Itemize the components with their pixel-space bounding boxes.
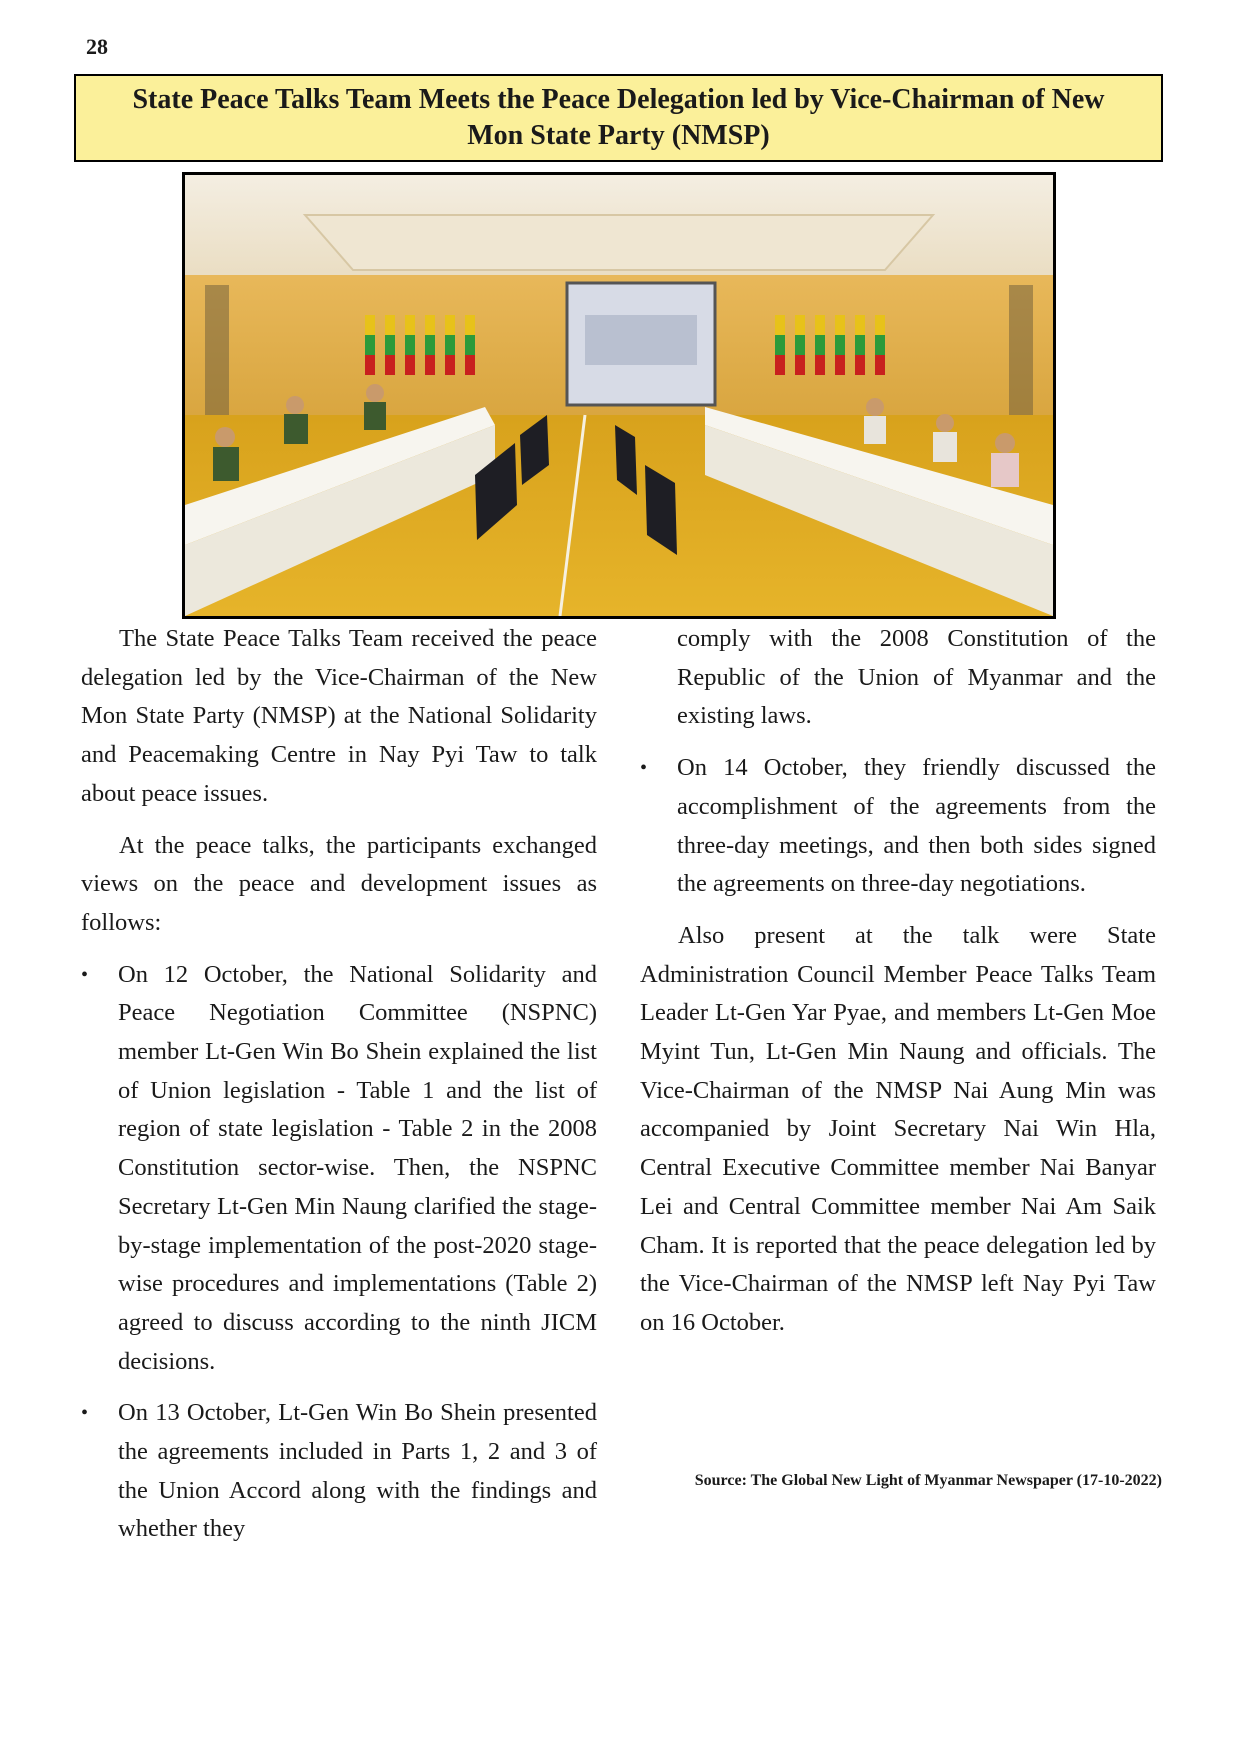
bullet-icon: • <box>81 1402 89 1425</box>
list-item: • On 13 October, Lt-Gen Win Bo Shein presented the agreements included in Parts 1, 2 and 3 of the Union Accord along with the findings and whether they <box>81 1394 597 1549</box>
article-title: State Peace Talks Team Meets the Peace Delegation led by Vice-Chairman of New Mon State Party (NMSP) <box>132 84 1105 151</box>
article-title-box <box>74 74 1163 162</box>
page-number: 28 <box>86 34 108 59</box>
bullet-icon: • <box>81 963 89 986</box>
meeting-room-photo-icon <box>185 175 1053 616</box>
list-item: • On 12 October, the National Solidarity and Peace Negotiation Committee (NSPNC) member Lt-Gen Win Bo Shein explained the list of Union legislation - Table 1 and the list of region of state legislation - Table 2 in the 2008 Constitution sector-wise. Then, the NSPNC Secretary Lt-Gen Min Naung clarified the stage-by-stage implementation of the post-2020 stage-wise procedures and implementations (Table 2) agreed to discuss according to the ninth JICM decisions. <box>81 956 597 1382</box>
bullet-list-left <box>81 956 597 1550</box>
meeting-photo <box>182 172 1056 619</box>
left-column <box>81 620 597 1562</box>
right-column <box>640 620 1156 1356</box>
intro-paragraph: The State Peace Talks Team received the peace delegation led by the Vice-Chairman of the New Mon State Party (NMSP) at the National Solidarity and Peacemaking Centre in Nay Pyi Taw to talk about peace issues. <box>81 625 597 807</box>
bullet-list-right <box>640 749 1156 904</box>
continuation-text: comply with the 2008 Constitution of the Republic of the Union of Myanmar and the existing laws. <box>677 625 1156 730</box>
discussion-paragraph: At the peace talks, the participants exchanged views on the peace and development issues as follows: <box>81 831 597 936</box>
source-citation: Source: The Global New Light of Myanmar Newspaper (17-10-2022) <box>694 1472 1162 1489</box>
attendees-paragraph: Also present at the talk were State Administration Council Member Peace Talks Team Leader Lt-Gen Yar Pyae, and members Lt-Gen Moe Myint Tun, Lt-Gen Min Naung and officials. The Vice-Chairman of the NMSP Nai Aung Min was accompanied by Joint Secretary Nai Win Hla, Central Executive Committee member Nai Banyar Lei and Central Committee member Nai Am Saik Cham. It is reported that the peace delegation led by the Vice-Chairman of the NMSP left Nay Pyi Taw on 16 October. <box>640 921 1156 1336</box>
list-item: • On 14 October, they friendly discussed the accomplishment of the agreements from the three-day meetings, and then both sides signed the agreements on three-day negotiations. <box>640 749 1156 904</box>
bullet-icon: • <box>640 757 648 780</box>
